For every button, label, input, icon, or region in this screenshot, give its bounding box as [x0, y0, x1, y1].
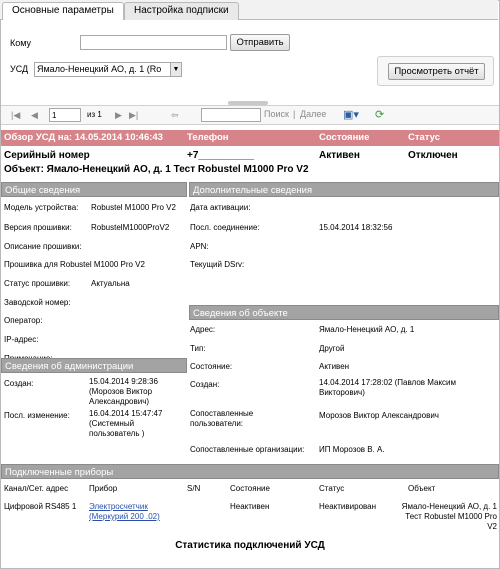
- status-value: Отключен: [408, 150, 458, 161]
- connected-devices-header: Подключенные приборы: [1, 464, 499, 479]
- obj-state-value: Активен: [319, 362, 350, 371]
- address-label: Адрес:: [190, 325, 216, 334]
- admin-changed-label: Посл. изменение:: [4, 411, 70, 420]
- prev-page-icon[interactable]: ◀: [31, 110, 38, 120]
- report-area: [1, 127, 499, 567]
- orgs-value: ИП Морозов В. А.: [319, 445, 385, 454]
- report-header-bar: [1, 130, 499, 146]
- save-icon[interactable]: ▣▾: [343, 109, 359, 121]
- search-link[interactable]: Поиск: [264, 109, 289, 119]
- next-link[interactable]: Далее: [300, 109, 327, 119]
- refresh-icon[interactable]: ⟳: [375, 109, 385, 121]
- type-value: Другой: [319, 344, 345, 353]
- lastconn-value: 15.04.2014 18:32:56: [319, 223, 393, 232]
- row-object: Ямало-Ненецкий АО, д. 1 Тест Robustel M1000 Pro V2: [401, 502, 497, 531]
- send-button[interactable]: Отправить: [230, 34, 290, 51]
- obj-state-label: Состояние:: [190, 362, 233, 371]
- usd-select-value: Ямало-Ненецкий АО, д. 1 (Ro: [37, 64, 162, 74]
- operator-label: Оператор:: [4, 316, 43, 325]
- obj-created-value: 14.04.2014 17:28:02 (Павлов Максим Викторович): [319, 378, 456, 397]
- tab-main-params[interactable]: Основные параметры: [2, 2, 124, 21]
- dsrv-label: Текущий DSrv:: [190, 260, 245, 269]
- fwfor-label: Прошивка для Robustel M1000 Pro V2: [4, 260, 145, 269]
- col-device: Прибор: [89, 484, 118, 493]
- parameters-panel: [1, 20, 499, 100]
- tab-subscription-settings[interactable]: Настройка подписки: [124, 2, 239, 20]
- object-line: Объект: Ямало-Ненецкий АО, д. 1 Тест Robustel M1000 Pro V2: [4, 164, 309, 175]
- first-page-icon[interactable]: |◀: [11, 110, 21, 120]
- col-state: Состояние: [230, 484, 270, 493]
- admin-created-label: Создан:: [4, 379, 34, 388]
- col-channel: Канал/Сет. адрес: [4, 484, 69, 493]
- row-channel: Цифровой RS485 1: [4, 502, 77, 511]
- search-input[interactable]: [201, 108, 261, 122]
- state-header: Состояние: [319, 132, 370, 143]
- back-icon[interactable]: ⇦: [171, 110, 179, 120]
- col-status: Статус: [319, 484, 345, 493]
- type-label: Тип:: [190, 344, 206, 353]
- additional-info-header: Дополнительные сведения: [189, 182, 499, 197]
- orgs-label: Сопоставленные организации:: [190, 445, 305, 454]
- fwdesc-label: Описание прошивки:: [4, 242, 82, 251]
- status-header: Статус: [408, 132, 441, 143]
- admin-created-value: 15.04.2014 9:28:36 (Морозов Виктор Александрович): [89, 377, 158, 406]
- obj-created-label: Создан:: [190, 380, 220, 389]
- model-value: Robustel M1000 Pro V2: [91, 203, 176, 212]
- next-page-icon[interactable]: ▶: [115, 110, 122, 120]
- col-object: Объект: [408, 484, 436, 493]
- to-input[interactable]: [80, 35, 227, 50]
- lastconn-label: Посл. соединение:: [190, 223, 260, 232]
- admin-info-header: Сведения об администрации: [1, 358, 187, 373]
- view-report-box: [377, 56, 494, 86]
- tab-bar: [0, 0, 498, 20]
- object-info-header: Сведения об объекте: [189, 305, 499, 320]
- page-count-label: из 1: [87, 110, 102, 119]
- to-label: Кому: [10, 38, 32, 48]
- state-value: Активен: [319, 150, 360, 161]
- model-label: Модель устройства:: [4, 203, 79, 212]
- activation-label: Дата активации:: [190, 203, 251, 212]
- apn-label: APN:: [190, 242, 209, 251]
- serial-label: Серийный номер: [4, 150, 90, 161]
- row-status: Неактивирован: [319, 502, 377, 511]
- overview-title: Обзор УСД на: 14.05.2014 10:46:43: [4, 132, 163, 143]
- phone-header: Телефон: [187, 132, 229, 143]
- usd-select[interactable]: [34, 62, 182, 77]
- chevron-down-icon[interactable]: ▼: [170, 63, 181, 76]
- usd-label: УСД: [10, 64, 29, 74]
- fwstatus-label: Статус прошивки:: [4, 279, 71, 288]
- row-state: Неактивен: [230, 502, 270, 511]
- users-label: Сопоставленные пользователи:: [190, 409, 254, 428]
- fwstatus-value: Актуальна: [91, 279, 130, 288]
- col-sn: S/N: [187, 484, 201, 493]
- admin-changed-value: 16.04.2014 15:47:47 (Системный пользователь ): [89, 409, 163, 438]
- page-number-input[interactable]: 1: [49, 108, 81, 122]
- last-page-icon[interactable]: ▶|: [129, 110, 139, 120]
- footer-title: Статистика подключений УСД: [175, 540, 325, 551]
- view-report-button[interactable]: Просмотреть отчёт: [388, 63, 485, 80]
- factory-label: Заводской номер:: [4, 298, 71, 307]
- address-value: Ямало-Ненецкий АО, д. 1: [319, 325, 415, 334]
- users-value: Морозов Виктор Александрович: [319, 411, 439, 420]
- fw-label: Версия прошивки:: [4, 223, 72, 232]
- phone-value: +7__________: [187, 150, 255, 161]
- fw-value: RobustelM1000ProV2: [91, 223, 170, 232]
- general-info-header: Общие сведения: [1, 182, 187, 197]
- toolbar-separator: |: [293, 109, 296, 119]
- report-toolbar: [1, 105, 499, 125]
- device-link[interactable]: Электросчетчик (Меркурий 200 .02): [89, 502, 160, 521]
- ip-label: IP-адрес:: [4, 335, 39, 344]
